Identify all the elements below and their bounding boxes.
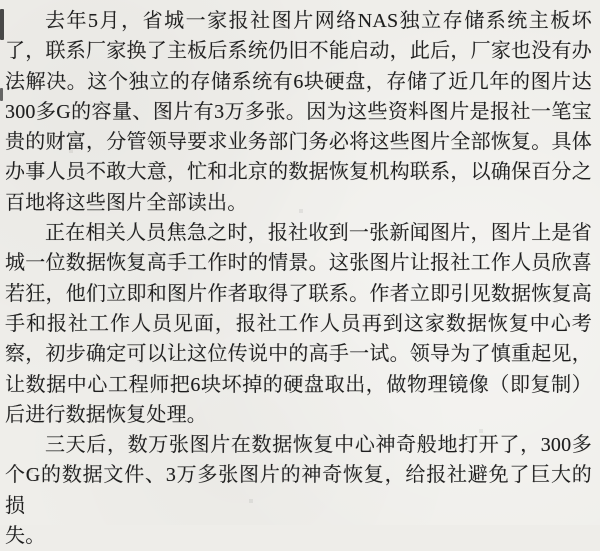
text-line: 失。 — [5, 525, 46, 548]
text-line: 手和报社工作人员见面，报社工作人员再到这家数据恢复中心考 — [5, 312, 592, 335]
text-line: 察，初步确定可以让这位传说中的高手一试。领导为了慎重起见， — [5, 343, 592, 366]
scan-artifact — [0, 9, 4, 40]
text-line: 若狂，他们立即和图片作者取得了联系。作者立即引见数据恢复高 — [5, 282, 592, 305]
text-line: 贵的财富，分管领导要求业务部门务必将这些图片全部恢复。具体 — [5, 131, 592, 154]
body-text — [5, 6, 592, 551]
text-line: 城一位数据恢复高手工作时的情景。这张图片让报社工作人员欣喜 — [5, 252, 592, 275]
text-line: 百地将这些图片全部读出。 — [5, 191, 248, 214]
text-line: 去年5月，省城一家报社图片网络NAS独立存储系统主板坏 — [45, 10, 592, 32]
text-line: 了，联系厂家换了主板后系统仍旧不能启动，此后，厂家也没有办 — [5, 40, 592, 63]
scan-artifact — [0, 88, 3, 101]
text-line: 让数据中心工程师把6块坏掉的硬盘取出，做物理镜像（即复制） — [5, 373, 592, 396]
text-line: 办事人员不敢大意，忙和北京的数据恢复机构联系，以确保百分之 — [5, 161, 592, 184]
text-line: 法解决。这个独立的存储系统有6块硬盘，存储了近几年的图片达 — [5, 70, 592, 93]
scan-noise — [0, 0, 2, 2]
text-line: 个G的数据文件、3万多张图片的神奇恢复，给报社避免了巨大的损 — [5, 464, 592, 517]
text-line: 三天后，数万张图片在数据恢复中心神奇般地打开了，300多 — [45, 434, 592, 457]
text-line: 正在相关人员焦急之时，报社收到一张新闻图片，图片上是省 — [45, 222, 592, 245]
text-line: 后进行数据恢复处理。 — [5, 403, 207, 426]
text-line: 300多G的容量、图片有3万多张。因为这些资料图片是报社一笔宝 — [5, 100, 592, 123]
